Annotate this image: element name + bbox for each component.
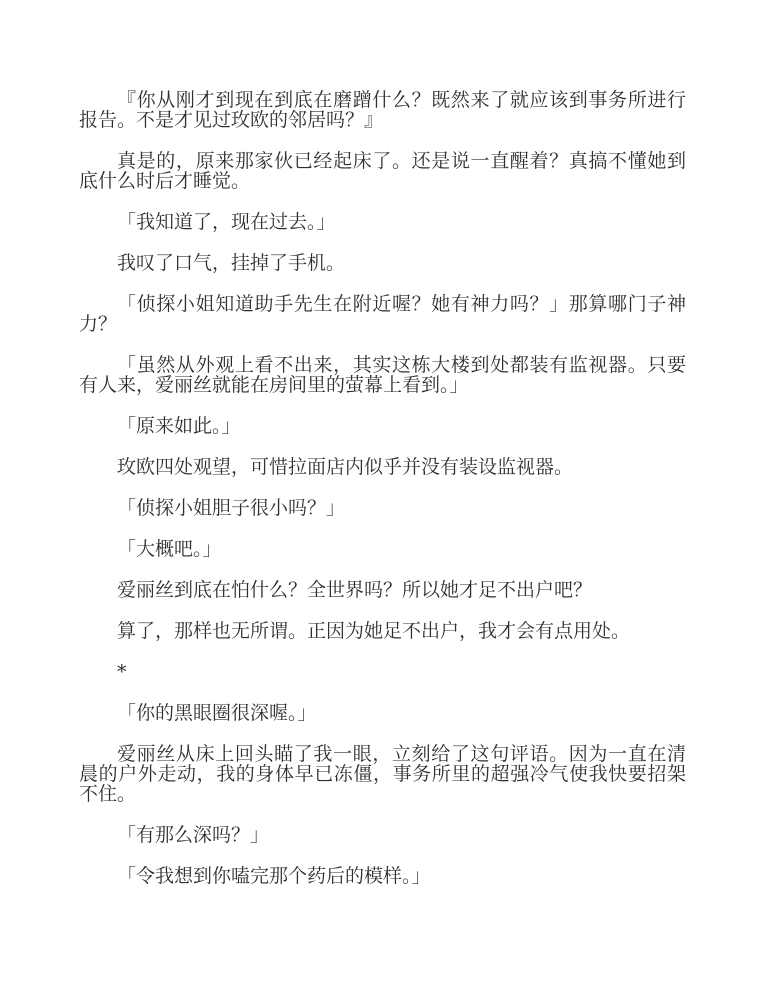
narration-paragraph: 我叹了口气，挂掉了手机。 <box>117 252 346 274</box>
dialogue-paragraph: 「侦探小姐知道助手先生在附近喔？她有神力吗？」那算哪门子神力？ <box>79 293 686 335</box>
dialogue-paragraph: 「我知道了，现在过去。」 <box>117 211 336 233</box>
dialogue-paragraph: 「大概吧。」 <box>117 538 222 560</box>
narration-paragraph: 爱丽丝到底在怕什么？全世界吗？所以她才足不出户吧？ <box>117 579 593 601</box>
page-content <box>79 90 686 886</box>
section-separator: * <box>117 661 127 683</box>
dialogue-paragraph: 「原来如此。」 <box>117 415 241 437</box>
dialogue-paragraph: 「有那么深吗？」 <box>117 824 270 846</box>
dialogue-paragraph: 『你从刚才到现在到底在磨蹭什么？既然来了就应该到事务所进行报告。不是才见过玫欧的邻居吗？』 <box>79 89 686 131</box>
narration-paragraph: 玫欧四处观望，可惜拉面店内似乎并没有装设监视器。 <box>117 456 574 478</box>
dialogue-paragraph: 「你的黑眼圈很深喔。」 <box>117 702 317 724</box>
narration-paragraph: 爱丽丝从床上回头瞄了我一眼，立刻给了这句评语。因为一直在清晨的户外走动，我的身体早已冻僵，事务所里的超强冷气使我快要招架不住。 <box>79 743 686 805</box>
narration-paragraph: 真是的，原来那家伙已经起床了。还是说一直醒着？真搞不懂她到底什么时后才睡觉。 <box>79 150 686 192</box>
narration-paragraph: 算了，那样也无所谓。正因为她足不出户，我才会有点用处。 <box>117 620 631 642</box>
dialogue-paragraph: 「令我想到你嗑完那个药后的模样。」 <box>117 865 431 887</box>
dialogue-paragraph: 「虽然从外观上看不出来，其实这栋大楼到处都装有监视器。只要有人来，爱丽丝就能在房间里的萤幕上看到。」 <box>79 354 686 396</box>
dialogue-paragraph: 「侦探小姐胆子很小吗？」 <box>117 497 346 519</box>
